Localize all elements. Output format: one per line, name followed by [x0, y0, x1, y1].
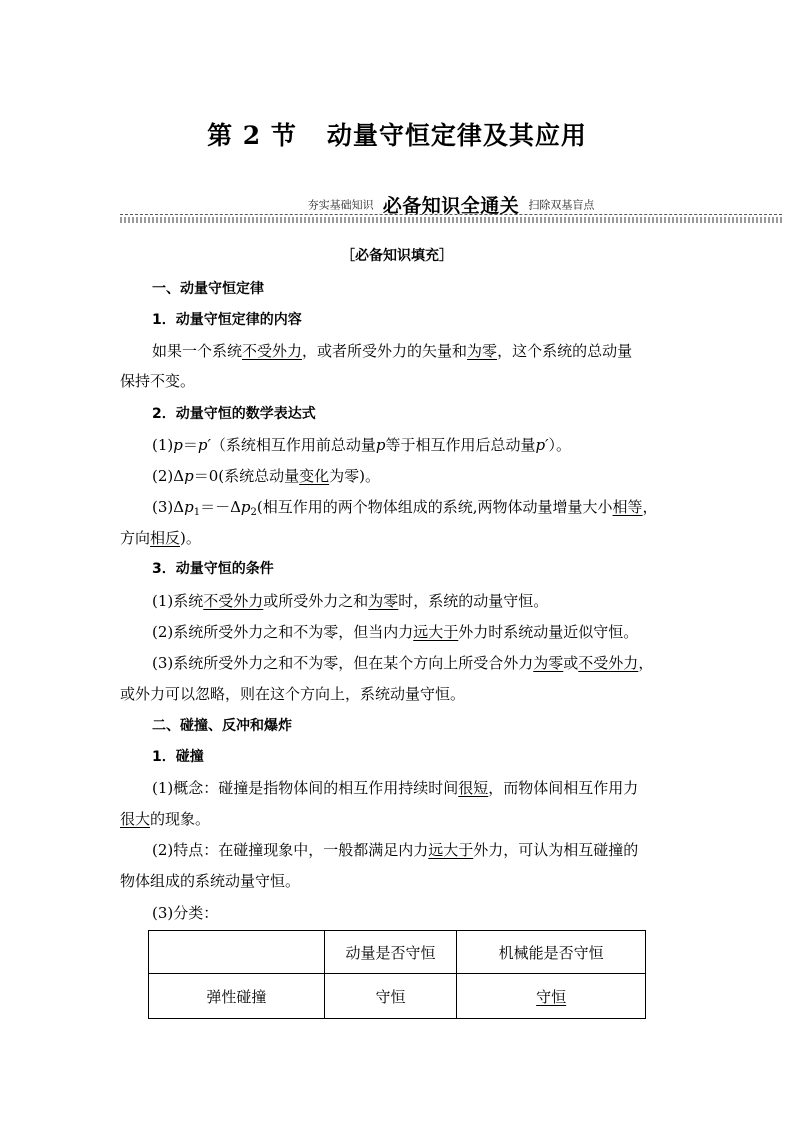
part1-heading: 一、动量守恒定律: [152, 281, 264, 297]
paragraph-line: 保持不变。: [120, 372, 196, 390]
banner-right-text: 扫除双基盲点: [528, 198, 595, 212]
table-header-cell: 机械能是否守恒: [457, 931, 646, 974]
collision-table: [148, 930, 646, 1019]
part2-s1-heading: 1．碰撞: [152, 749, 204, 765]
answer-blank: 很大: [120, 810, 151, 828]
definition-line-2: (2)特点：在碰撞现象中，一般都满足内力远大于外力，可认为相互碰撞的: [152, 841, 639, 859]
table-header-row: [149, 931, 646, 974]
table-cell-momentum: 守恒: [324, 974, 457, 1019]
banner-center-text: 必备知识全通关: [382, 195, 520, 217]
table-cell-energy: [457, 974, 646, 1019]
answer-blank: 远大于: [428, 841, 474, 859]
answer-blank: 为零: [368, 592, 399, 610]
paragraph-line: 或外力可以忽略，则在这个方向上，系统动量守恒。: [120, 685, 466, 703]
title-text: 动量守恒定律及其应用: [326, 121, 587, 150]
answer-blank: 相反: [150, 529, 181, 547]
table-cell-type: 弹性碰撞: [149, 974, 325, 1019]
answer-blank: 远大于: [413, 623, 459, 641]
answer-blank: 不受外力: [242, 342, 303, 360]
banner-left-text: 夯实基础知识: [307, 198, 374, 212]
table-header-cell: 动量是否守恒: [324, 931, 457, 974]
condition-line-3: (3)系统所受外力之和不为零，但在某个方向上所受合外力为零或不受外力，: [152, 654, 654, 672]
table-header-cell: [149, 931, 325, 974]
section-heading: ［必备知识填充］: [341, 248, 453, 264]
formula-line-1: (1)p＝p′（系统相互作用前总动量p等于相互作用后总动量p′）。: [152, 436, 572, 454]
answer-blank: 变化: [299, 467, 330, 485]
answer-blank: 守恒: [536, 987, 567, 1006]
paragraph-line: 如果一个系统不受外力，或者所受外力的矢量和为零，这个系统的总动量: [152, 342, 633, 360]
part1-s1-heading: 1．动量守恒定律的内容: [152, 312, 302, 328]
answer-blank: 相等: [612, 498, 643, 516]
answer-blank: 为零: [467, 342, 498, 360]
answer-blank: 很短: [458, 779, 489, 797]
answer-blank: 为零: [533, 654, 564, 672]
paragraph-line: 方向相反)。: [120, 529, 201, 547]
definition-line-1: (1)概念：碰撞是指物体间的相互作用持续时间很短，而物体间相互作用力: [152, 779, 639, 797]
banner-hatched-rule: [120, 217, 782, 223]
knowledge-banner: [120, 187, 782, 227]
section-number: 第 2 节: [207, 121, 297, 150]
condition-line-2: (2)系统所受外力之和不为零，但当内力远大于外力时系统动量近似守恒。: [152, 623, 639, 641]
part1-s3-heading: 3．动量守恒的条件: [152, 561, 274, 577]
page-title: [0, 116, 794, 152]
part1-s2-heading: 2．动量守恒的数学表达式: [152, 406, 316, 422]
formula-line-3: $(3)\Delta p_1=-\Delta p_2$(相互作用的两个物体组成的系统,两物体动量增量大小相等，: [152, 498, 658, 518]
paragraph-line: 很大的现象。: [120, 810, 211, 828]
formula-line-2: (2)Δp＝0(系统总动量变化为零)。: [152, 467, 380, 485]
banner-dashed-rule: [120, 214, 782, 215]
answer-blank: 不受外力: [578, 654, 639, 672]
paragraph-line: 物体组成的系统动量守恒。: [120, 872, 301, 890]
answer-blank: 不受外力: [203, 592, 264, 610]
part2-heading: 二、碰撞、反冲和爆炸: [152, 718, 292, 734]
condition-line-1: (1)系统不受外力或所受外力之和为零时，系统的动量守恒。: [152, 592, 549, 610]
classification-label: (3)分类：: [152, 904, 219, 922]
table-row: [149, 974, 646, 1019]
